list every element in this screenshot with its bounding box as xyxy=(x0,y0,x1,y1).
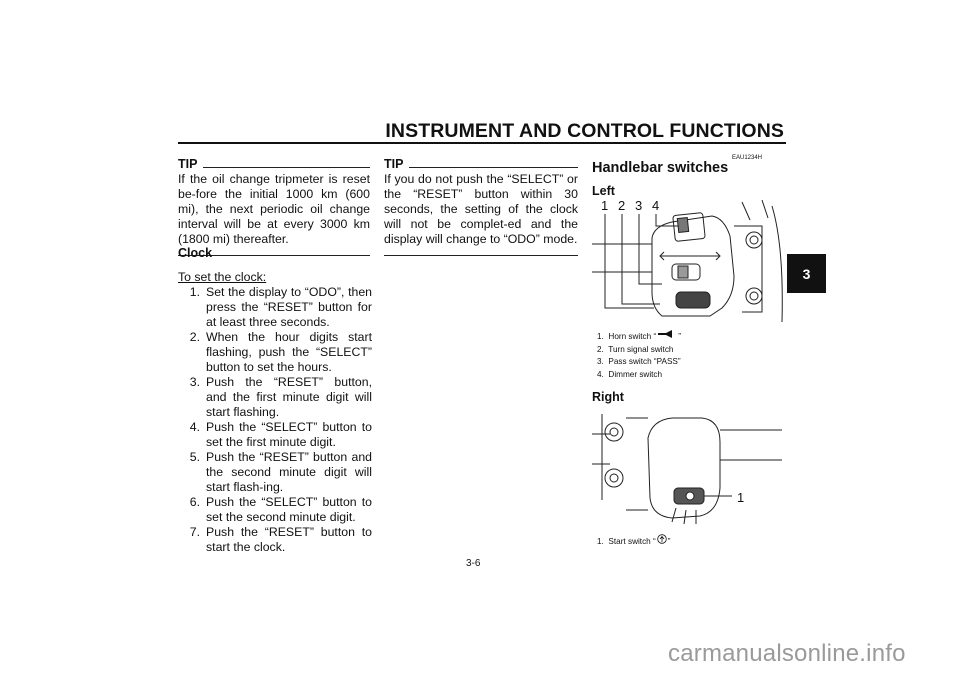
tip-body: If you do not push the “SELECT” or the “RESET” button within 30 seconds, the setting of the clock will not be complet-ed and the display will change to “ODO” mode. xyxy=(384,172,578,246)
tip-label: TIP xyxy=(384,157,404,171)
tip-end-rule xyxy=(384,255,578,256)
caption-line: 4. Dimmer switch xyxy=(597,369,663,379)
caption-line: 1. Horn switch “ ” xyxy=(597,332,681,341)
page-header-title: INSTRUMENT AND CONTROL FUNCTIONS xyxy=(385,120,784,142)
list-item: 1. Set the display to “ODO”, then press the “RESET” button for at least three seconds. xyxy=(189,285,372,329)
page-number: 3-6 xyxy=(466,558,481,569)
tip-body: If the oil change tripmeter is reset be-fore the initial 1000 km (600 mi), the next periodic oil change interval will be at every 3000 km (1800 mi) thereafter. xyxy=(178,172,370,246)
left-captions xyxy=(597,330,681,381)
callout-number: 1 xyxy=(601,198,609,213)
list-item: 3. Push the “RESET” button, and the first minute digit will start flashing. xyxy=(189,375,372,419)
watermark: carmanualsonline.info xyxy=(668,640,906,667)
section-title: Handlebar switches xyxy=(592,160,729,176)
horn-icon xyxy=(656,330,678,339)
tip-heading xyxy=(384,157,578,171)
caption-line: 1. Start switch “ ” xyxy=(597,534,670,549)
list-item: 7. Push the “RESET” button to start the clock. xyxy=(189,525,372,554)
tip-heading xyxy=(178,157,370,171)
list-item: 2. When the hour digits start flashing, push the “SELECT” button to set the hours. xyxy=(189,330,372,374)
right-switch-drawing xyxy=(592,408,788,526)
start-icon xyxy=(656,534,668,544)
clock-intro: To set the clock: xyxy=(178,270,267,284)
tip-box-clock xyxy=(384,157,578,256)
caption-line: 3. Pass switch “PASS” xyxy=(597,357,681,366)
right-switch-figure xyxy=(592,408,788,526)
left-switch-figure xyxy=(592,196,788,322)
left-label: Left xyxy=(592,184,615,198)
list-item: 4. Push the “SELECT” button to set the first minute digit. xyxy=(189,420,372,449)
callout-number: 4 xyxy=(652,198,660,213)
section-code: EAU1234H xyxy=(732,155,763,161)
left-switch-drawing xyxy=(592,196,788,322)
callout-number: 1 xyxy=(737,490,745,505)
callout-number: 2 xyxy=(618,198,626,213)
right-captions xyxy=(597,534,670,549)
clock-steps xyxy=(178,285,372,555)
tip-box-oil xyxy=(178,157,370,256)
callout-number: 3 xyxy=(635,198,643,213)
clock-heading: Clock xyxy=(178,246,213,260)
caption-line: 2. Turn signal switch xyxy=(597,344,674,354)
right-label: Right xyxy=(592,390,624,404)
list-item: 5. Push the “RESET” button and the second minute digit will start flash-ing. xyxy=(189,450,372,494)
tip-label: TIP xyxy=(178,157,198,171)
list-item: 6. Push the “SELECT” button to set the second minute digit. xyxy=(189,495,372,524)
chapter-tab: 3 xyxy=(787,254,826,293)
header-rule xyxy=(178,142,786,144)
